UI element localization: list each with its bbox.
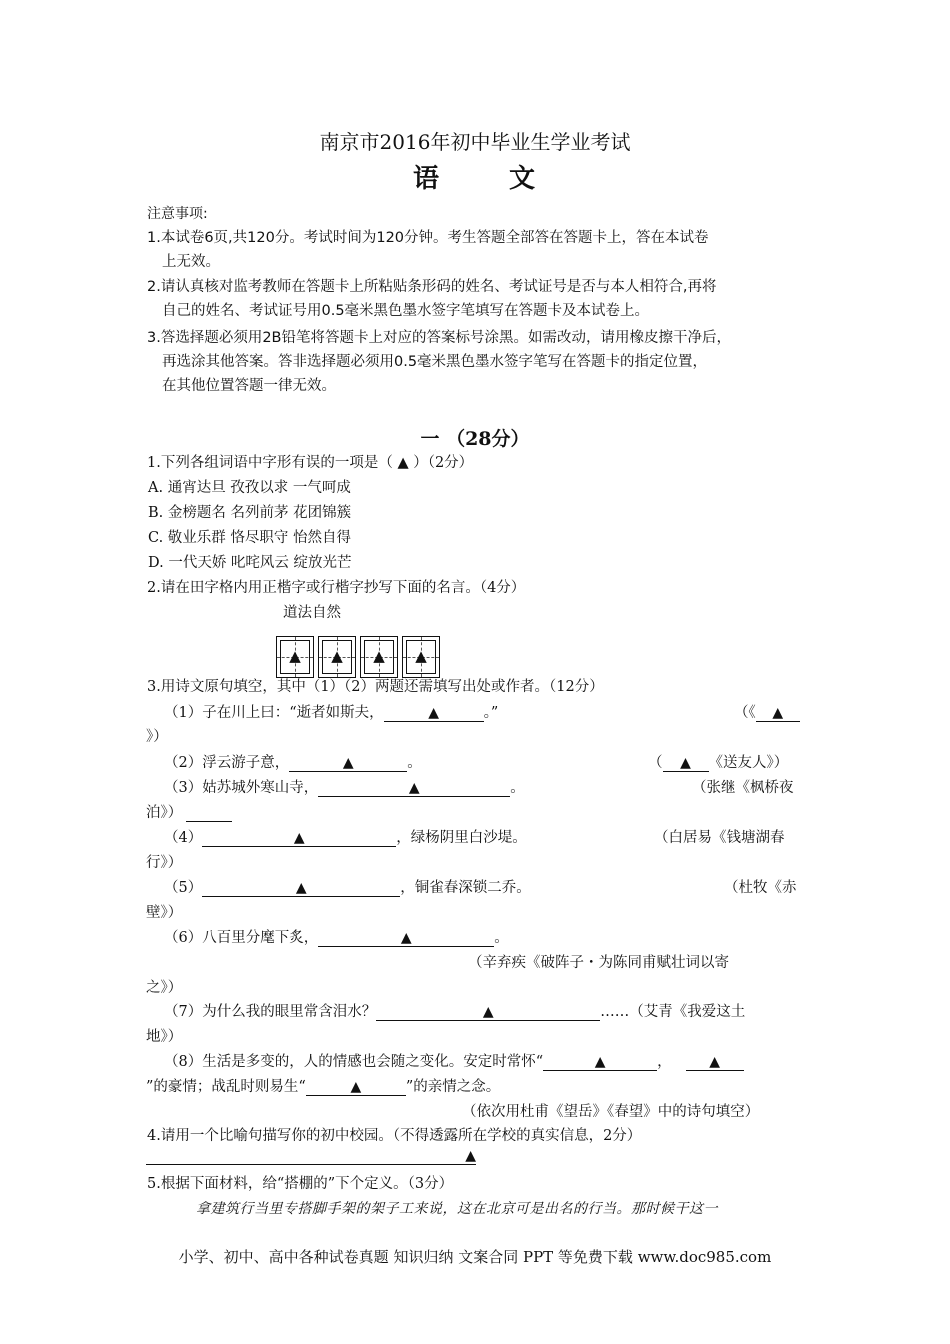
q3-item-8-source: （依次用杜甫《望岳》《春望》中的诗句填空）	[462, 1104, 760, 1120]
question-1-stem: 1.下列各组词语中字形有误的一项是（ ▲ ）（2分）	[147, 455, 474, 471]
question-4-stem: 4.请用一个比喻句描写你的初中校园。（不得透露所在学校的真实信息，2分）	[147, 1128, 642, 1144]
q3-item-4: （4） ▲ ，绿杨阴里白沙堤。	[164, 830, 527, 846]
q3-item-4-source-end: 行》）	[146, 855, 183, 871]
q3-item-1-source-end: 》）	[146, 729, 168, 745]
q3-item-8-line2: ”的豪情；战乱时则易生“ ▲ ”的亲情之念。	[146, 1079, 501, 1095]
q3-item-4-source: （白居易《钱塘湖春	[654, 830, 785, 846]
q1-option-b: B. 金榜题名 名列前茅 花团锦簇	[148, 505, 352, 521]
q3-item-2-source: （ ▲ 《送友人》）	[648, 755, 789, 771]
q3-item-6-source: （辛弃疾《破阵子・为陈同甫赋壮词以寄	[468, 955, 729, 971]
page-title: 南京市2016年初中毕业生学业考试	[319, 130, 631, 154]
note-1: 1.本试卷6页,共120分。考试时间为120分钟。考生答题全部答在答题卡上，答在本试卷 上无效。	[147, 230, 709, 270]
q3-item-7-source-end: 地》）	[146, 1029, 183, 1045]
q3-item-7: （7）为什么我的眼里常含泪水？ ▲ ……（艾青《我爱这土	[164, 1004, 746, 1020]
q1-option-a: A. 通宵达旦 孜孜以求 一气呵成	[148, 480, 351, 496]
question-5-stem: 5.根据下面材料，给“搭棚的”下个定义。（3分）	[147, 1176, 454, 1192]
q3-item-6: （6）八百里分麾下炙， ▲ 。	[164, 930, 509, 946]
page-footer: 小学、初中、高中各种试卷真题 知识归纳 文案合同 PPT 等免费下载 www.doc985.com	[178, 1248, 772, 1266]
q5-material-text: 拿建筑行当里专搭脚手架的架子工来说，这在北京可是出名的行当。那时候干这一	[196, 1201, 718, 1217]
question-3-stem: 3.用诗文原句填空，其中（1）（2）两题还需填写出处或作者。（12分）	[147, 679, 604, 695]
q2-quote: 道法自然	[283, 605, 341, 621]
q3-item-1: （1）子在川上曰：“逝者如斯夫， ▲ 。”	[164, 705, 499, 721]
q3-item-1-source: （《 ▲	[734, 701, 800, 722]
q3-item-6-source-end: 之》）	[146, 980, 183, 996]
notes-heading: 注意事项:	[147, 206, 208, 222]
q3-item-3-source: （张继《枫桥夜	[692, 780, 794, 796]
tianzige-box: ▲	[360, 636, 398, 678]
note-3: 3.答选择题必须用2B铅笔将答题卡上对应的答案标号涂黑。如需改动，请用橡皮擦干净后， 再选涂其他答案。答非选择题必须用0.5毫米黑色墨水签字笔写在答题卡的指定位置， 在其他位置答题一律无效。	[147, 330, 732, 394]
note-2: 2.请认真核对监考教师在答题卡上所粘贴条形码的姓名、考试证号是否与本人相符合,再将 自己的姓名、考试证号用0.5毫米黑色墨水签字笔填写在答题卡及本试卷上。	[147, 279, 717, 319]
q1-option-c: C. 敬业乐群 恪尽职守 怡然自得	[148, 530, 352, 546]
q3-item-5: （5） ▲ ，铜雀春深锁二乔。	[164, 880, 531, 896]
q3-item-3-source-end: 泊》）	[146, 801, 232, 822]
q3-item-5-source-end: 壁》）	[146, 905, 183, 921]
q3-item-2: （2）浮云游子意， ▲ 。	[164, 755, 422, 771]
subject-title: 语 文	[412, 164, 538, 194]
q3-item-8: （8）生活是多变的，人的情感也会随之变化。安定时常怀“ ▲ ， ▲	[164, 1050, 744, 1071]
tianzige-box: ▲	[318, 636, 356, 678]
q3-item-5-source: （杜牧《赤	[724, 880, 797, 896]
section-heading: 一 （28分）	[420, 428, 530, 450]
q3-item-3: （3）姑苏城外寒山寺， ▲ 。	[164, 780, 525, 796]
q4-answer-line: ▲	[146, 1148, 476, 1165]
q1-option-d: D. 一代天娇 叱咤风云 绽放光芒	[148, 555, 352, 571]
question-2-stem: 2.请在田字格内用正楷字或行楷字抄写下面的名言。（4分）	[147, 580, 526, 596]
tianzige-box: ▲	[402, 636, 440, 678]
tianzige-box: ▲	[276, 636, 314, 678]
